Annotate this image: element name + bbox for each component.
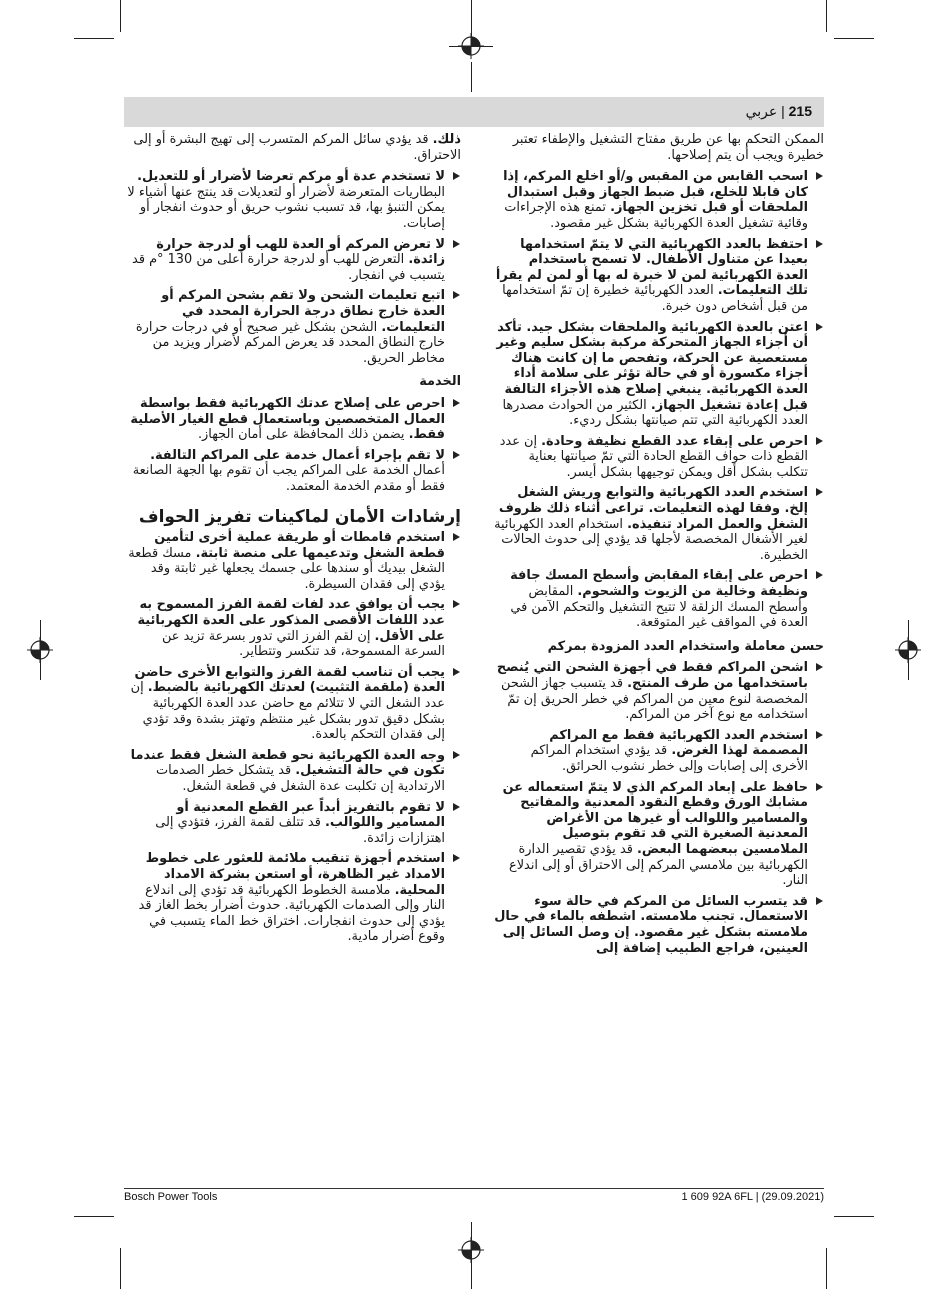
bold-lead: لا تقوم بالتفريز أبداً عبر القطع المعدنية أو المسامير واللوالب.	[176, 799, 445, 831]
bold-lead: لا تقم بإجراء أعمال خدمة على المراكم التالفة.	[150, 447, 445, 463]
bullet-arrow-icon	[453, 451, 460, 459]
bullet-item	[126, 665, 461, 743]
body-text: أعمال الخدمة على المراكم يجب أن تقوم بها الجهة الصانعة فقط أو مقدم الخدمة المعتمد.	[132, 463, 445, 494]
bullet-item	[494, 434, 824, 481]
bullet-arrow-icon	[816, 240, 823, 248]
body-text: الشحن بشكل غير صحيح أو في درجات حرارة خارج النطاق المحدد قد يعرض المركم لأضرار ويزيد من مخاطر الحريق.	[135, 319, 445, 366]
bullet-item	[126, 448, 461, 495]
language-label: عربي	[745, 103, 778, 119]
bold-lead: استخدم العدد الكهربائية والتوابع وريش الشغل إلخ. وفقا لهذه التعليمات. تراعى أثناء ذلك ظروف الشغل والعمل المراد تنفيذه.	[498, 485, 808, 532]
bold-lead: استخدم العدد الكهربائية فقط مع المراكم المصممة لهذا الغرض.	[549, 727, 808, 759]
body-text: المقابض وأسطح المسك الزلقة لا تتيح التشغيل والتحكم الآمن في العدة في المواقف غير المتوقعة.	[510, 584, 808, 631]
body-text: تمنع هذه الإجراءات وقائية تشغيل العدة الكهربائية بشكل غير مقصود.	[504, 200, 808, 231]
page-number: 215	[788, 103, 812, 119]
section-heading: الخدمة	[419, 374, 461, 390]
bullet-arrow-icon	[816, 323, 823, 331]
registration-mark-icon	[458, 33, 484, 59]
bullet-arrow-icon	[816, 897, 823, 905]
bullet-arrow-icon	[816, 571, 823, 579]
footer-divider	[124, 1188, 824, 1189]
body-text: إن لقم الفرز التي تدور بسرعة تزيد عن السرعة المسموحة، قد تنكسر وتتطاير.	[161, 628, 445, 660]
bullet-arrow-icon	[453, 600, 460, 608]
bullet-arrow-icon	[816, 783, 823, 791]
footer-doc-code: 1 609 92A 6FL | (29.09.2021)	[681, 1191, 824, 1203]
bullet-item	[126, 169, 461, 231]
body-text: قد يتشكل خطر الصدمات الارتدادية إن تكلبت عدة الشغل في قطعة الشغل.	[156, 763, 445, 794]
page-header	[124, 97, 824, 127]
body-text: الممكن التحكم بها عن طريق مفتاح التشغيل والإطفاء تعتبر خطيرة ويجب أن يتم إصلاحها.	[512, 132, 824, 163]
body-text: قد يتسبب جهاز الشحن المخصصة لنوع معين من المراكم في خطر الحريق إن تمّ استخدامه مع نوع آخر من المراكم.	[501, 676, 808, 723]
right-column	[494, 132, 824, 961]
body-text: إن عدد القطع ذات حواف القطع الحادة التي تمّ صيانتها بعناية تتكلب بشكل أقل ويمكن توجيهها بشكل أيسر.	[499, 433, 808, 480]
bullet-arrow-icon	[816, 172, 823, 180]
bullet-item	[494, 894, 824, 956]
bullet-arrow-icon	[816, 663, 823, 671]
bullet-arrow-icon	[453, 399, 460, 407]
bullet-item	[494, 485, 824, 563]
header-separator: |	[781, 103, 785, 119]
crop-mark	[834, 38, 874, 39]
bullet-item	[126, 800, 461, 847]
bold-lead: استخدم قامطات أو طريقة عملية أخرى لتأمين قطعة الشغل وتدعيمها على منصة ثابتة.	[154, 530, 445, 561]
bullet-arrow-icon	[453, 854, 460, 862]
bullet-item	[126, 288, 461, 366]
crop-mark	[826, 1248, 827, 1289]
bold-lead: احرص على إبقاء المقابض وأسطح المسك جافة ونظيفة وخالية من الزيوت والشحوم.	[510, 568, 808, 600]
bold-lead: احرص على إصلاح عدتك الكهربائية فقط بواسطة العمال المتخصصين وباستعمال قطع الغيار الأصلية فقط.	[130, 395, 445, 443]
bullet-item	[126, 237, 461, 284]
paragraph	[494, 132, 824, 163]
crop-mark	[826, 0, 827, 32]
bullet-item	[494, 780, 824, 889]
bold-lead: اتبع تعليمات الشحن ولا تقم بشحن المركم أو العدة خارج نطاق درجة الحرارة المحدد في التعليمات.	[161, 288, 445, 335]
paragraph	[126, 132, 461, 163]
registration-mark-icon	[458, 1237, 484, 1263]
bullet-item	[126, 851, 461, 945]
bullet-item	[494, 728, 824, 775]
bold-lead: لا تعرض المركم أو العدة للهب أو لدرجة حرارة زائدة.	[156, 236, 445, 268]
crop-mark	[834, 1216, 874, 1217]
bold-lead: احتفظ بالعدد الكهربائية التي لا يتمّ استخدامها بعيدا عن متناول الأطفال. لا تسمح باستخدام العدة الكهربائية لمن لا خبرة له بها أو لمن لم يقرأ تلك التعليمات.	[495, 236, 808, 299]
bullet-item	[494, 320, 824, 429]
bold-lead: وجه العدة الكهربائية نحو قطعة الشغل فقط عندما تكون في حالة التشغيل.	[130, 747, 445, 779]
body-text: يضمن ذلك المحافظة على أمان الجهاز.	[197, 427, 409, 443]
bullet-arrow-icon	[453, 172, 460, 180]
bold-lead: يجب أن يوافق عدد لفات لقمة الفرز المسموح به عدد اللفات الأقصى المذكور على العدة الكهربائية على الأقل.	[137, 597, 445, 644]
bold-lead: حافظ على إبعاد المركم الذي لا يتمّ استعماله عن مشابك الورق وقطع النقود المعدنية والمفاتيح والمسامير واللوالب أو غيرها من الأغراض المعدنية الصغيرة التي قد تقوم بتوصيل الملامسين ببعضهما البعض.	[502, 779, 808, 857]
body-text: استخدام العدد الكهربائية لغير الأشغال المخصصة لأجلها قد يؤدي إلى حدوث الحالات الخطيرة.	[494, 516, 808, 563]
bold-lead: اعتن بالعدة الكهربائية والملحقات بشكل جيد. تأكد أن أجزاء الجهاز المتحركة مركبة بشكل سليم وغير مستعصية عن الحركة، وتفحص ما إن كانت هناك أجزاء مكسورة أو في حالة تؤثر على سلامة أداء العدة الكهربائية. ينبغي إصلاح هذه الأجزاء التالفة قبل إعادة تشغيل الجهاز.	[496, 319, 808, 413]
bullet-arrow-icon	[816, 731, 823, 739]
bold-lead: يجب أن تناسب لقمة الفرز والتوابع الأخرى حاضن العدة (ملقمة التثبيت) لعدتك الكهربائية بالضبط.	[134, 664, 445, 696]
registration-mark-icon	[27, 637, 53, 663]
bullet-arrow-icon	[816, 488, 823, 496]
body-text: قد يؤدي استخدام المراكم الأخرى إلى إصابات وإلى خطر نشوب الحرائق.	[530, 743, 808, 774]
footer-brand: Bosch Power Tools	[124, 1191, 218, 1203]
bullet-item	[494, 169, 824, 231]
bold-lead: اشحن المراكم فقط في أجهزة الشحن التي يُنصح باستخدامها من طرف المنتج.	[496, 660, 808, 691]
bullet-arrow-icon	[453, 533, 460, 541]
bullet-item	[126, 597, 461, 659]
bullet-arrow-icon	[453, 803, 460, 811]
bullet-arrow-icon	[816, 437, 823, 445]
crop-mark	[74, 1216, 114, 1217]
page-header-label	[746, 103, 812, 120]
crop-mark	[120, 1248, 121, 1289]
bullet-arrow-icon	[453, 291, 460, 299]
bullet-item	[494, 660, 824, 722]
section-heading: حسن معاملة واستخدام العدد المزودة بمركم	[547, 638, 824, 654]
bullet-item	[126, 530, 461, 592]
body-text: الكثير من الحوادث مصدرها العدد الكهربائية التي تتم صيانتها بشكل رديء.	[502, 397, 808, 429]
bold-lead: ذلك.	[432, 132, 461, 147]
body-text: البطاريات المتعرضة لأضرار أو لتعديلات قد ينتج عنها أشياء لا يمكن التنبؤ بها، قد تسبب نشوب حريق أو حدوث انفجار أو إصابات.	[127, 184, 445, 231]
bullet-arrow-icon	[453, 240, 460, 248]
crop-mark	[471, 62, 472, 92]
crop-mark	[74, 38, 114, 39]
body-text: قد تتلف لقمة الفرز، فتؤدي إلى اهتزازات زائدة.	[155, 815, 445, 846]
body-text: التعرض للهب أو لدرجة حرارة أعلى من 130 °م قد يتسبب في انفجار.	[132, 252, 445, 283]
bold-lead: لا تستخدم عدة أو مركم تعرضا لأضرار أو للتعديل.	[137, 169, 445, 185]
bold-lead: احرص على إبقاء عدد القطع نظيفة وحادة.	[541, 433, 808, 449]
bullet-item	[126, 396, 461, 443]
left-column	[126, 132, 461, 950]
bullet-item	[494, 237, 824, 315]
body-text: إن عدد الشغل التي لا تتلائم مع حاضن عدد العدة الكهربائية بشكل دقيق تدور بشكل غير منتظم وتهتز بشدة وقد تؤدي إلى فقدان التحكم بالعدة.	[130, 680, 445, 743]
section-title: إرشادات الأمان لماكينات تفريز الحواف	[138, 507, 461, 528]
bullet-item	[494, 568, 824, 630]
bullet-arrow-icon	[453, 668, 460, 676]
bullet-item	[126, 748, 461, 795]
registration-mark-icon	[895, 637, 921, 663]
body-text: قد يؤدي سائل المركم المتسرب إلى تهيج البشرة أو إلى الاحتراق.	[133, 132, 461, 163]
bullet-arrow-icon	[453, 751, 460, 759]
bold-lead: استخدم أجهزة تنقيب ملائمة للعثور على خطوط الامداد غير الظاهرة، أو استعن بشركة الامداد المحلية.	[145, 851, 445, 898]
bold-lead: قد يتسرب السائل من المركم في حالة سوء الاستعمال. تجنب ملامسته. اشطفه بالماء في حال ملامسته بشكل غير مقصود. إن وصل السائل إلى العينين، فراجع الطبيب إضافة إلى	[494, 893, 808, 956]
crop-mark	[120, 0, 121, 32]
bold-lead: اسحب القابس من المقبس و/أو اخلع المركم، إذا كان قابلا للخلع، قبل ضبط الجهاز وقبل استبدال الملحقات أو قبل تخزين الجهاز.	[503, 169, 808, 216]
body-text: قد يؤدي تقصير الدارة الكهربائية بين ملامسي المركم إلى الاحتراق أو إلى اندلاع النار.	[509, 841, 808, 889]
body-text: مسك قطعة الشغل بيديك أو سندها على جسمك يجعلها غير ثابتة وقد يؤدي إلى فقدان السيطرة.	[128, 545, 445, 592]
body-text: ملامسة الخطوط الكهربائية قد تؤدي إلى اندلاع النار وإلى الصدمات الكهربائية. حدوث أضرار بخط الغاز قد يؤدي إلى حدوث انفجارات. اختراق خط الماء يتسبب في وقوع أضرار مادية.	[138, 882, 445, 945]
body-text: العدد الكهربائية خطيرة إن تمّ استخدامها من قبل أشخاص دون خبرة.	[502, 283, 808, 314]
